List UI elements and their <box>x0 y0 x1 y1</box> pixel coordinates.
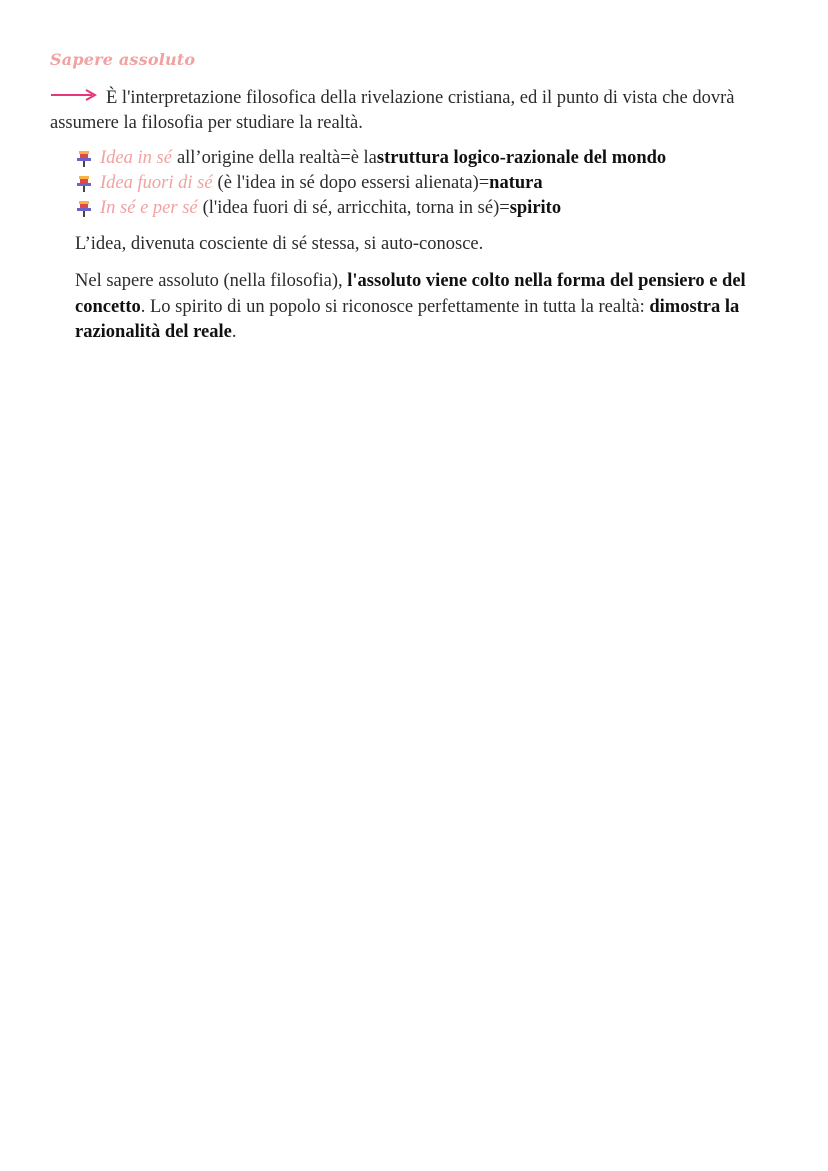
list-item <box>75 146 795 171</box>
intro-text: È l'interpretazione filosofica della rivelazione cristiana, ed il punto di vista che dovrà assumere la filosofia per studiare la realtà. <box>50 88 735 133</box>
pushpin-icon <box>75 175 93 193</box>
para-text: . <box>231 322 237 342</box>
bullet-term: In sé e per sé <box>100 198 198 218</box>
list-item <box>75 196 795 221</box>
intro-paragraph <box>50 86 780 136</box>
para-strong: dimostra la razionalità del reale <box>75 296 740 342</box>
bullet-strong: natura <box>489 173 543 193</box>
bullet-strong: struttura logico-razionale del mondo <box>376 148 667 168</box>
para-text: Nel sapere assoluto (nella filosofia), <box>75 271 348 291</box>
bullet-term: Idea fuori di sé <box>100 173 213 193</box>
list-item <box>75 171 795 196</box>
para-strong: l'assoluto viene colto nella forma del pensiero e del concetto <box>75 271 746 317</box>
right-arrow-icon <box>50 85 100 110</box>
bullet-text: (è l'idea in sé dopo essersi alienata)= <box>217 173 490 193</box>
section-title: Sapere assoluto <box>50 50 196 69</box>
paragraph-sapere-assoluto <box>75 269 787 346</box>
bullet-text: all’origine della realtà=è la <box>176 148 377 168</box>
pushpin-icon <box>75 150 93 168</box>
bullet-strong: spirito <box>509 198 562 218</box>
para-text: . Lo spirito di un popolo si riconosce perfettamente in tutta la realtà: <box>140 296 650 317</box>
pushpin-icon <box>75 200 93 218</box>
bullet-term: Idea in sé <box>100 148 172 168</box>
bullet-list <box>75 146 795 221</box>
bullet-text: (l'idea fuori di sé, arricchita, torna in sé)= <box>202 198 510 218</box>
paragraph-auto-conoscenza: L’idea, divenuta cosciente di sé stessa, si auto-conosce. <box>75 234 484 254</box>
